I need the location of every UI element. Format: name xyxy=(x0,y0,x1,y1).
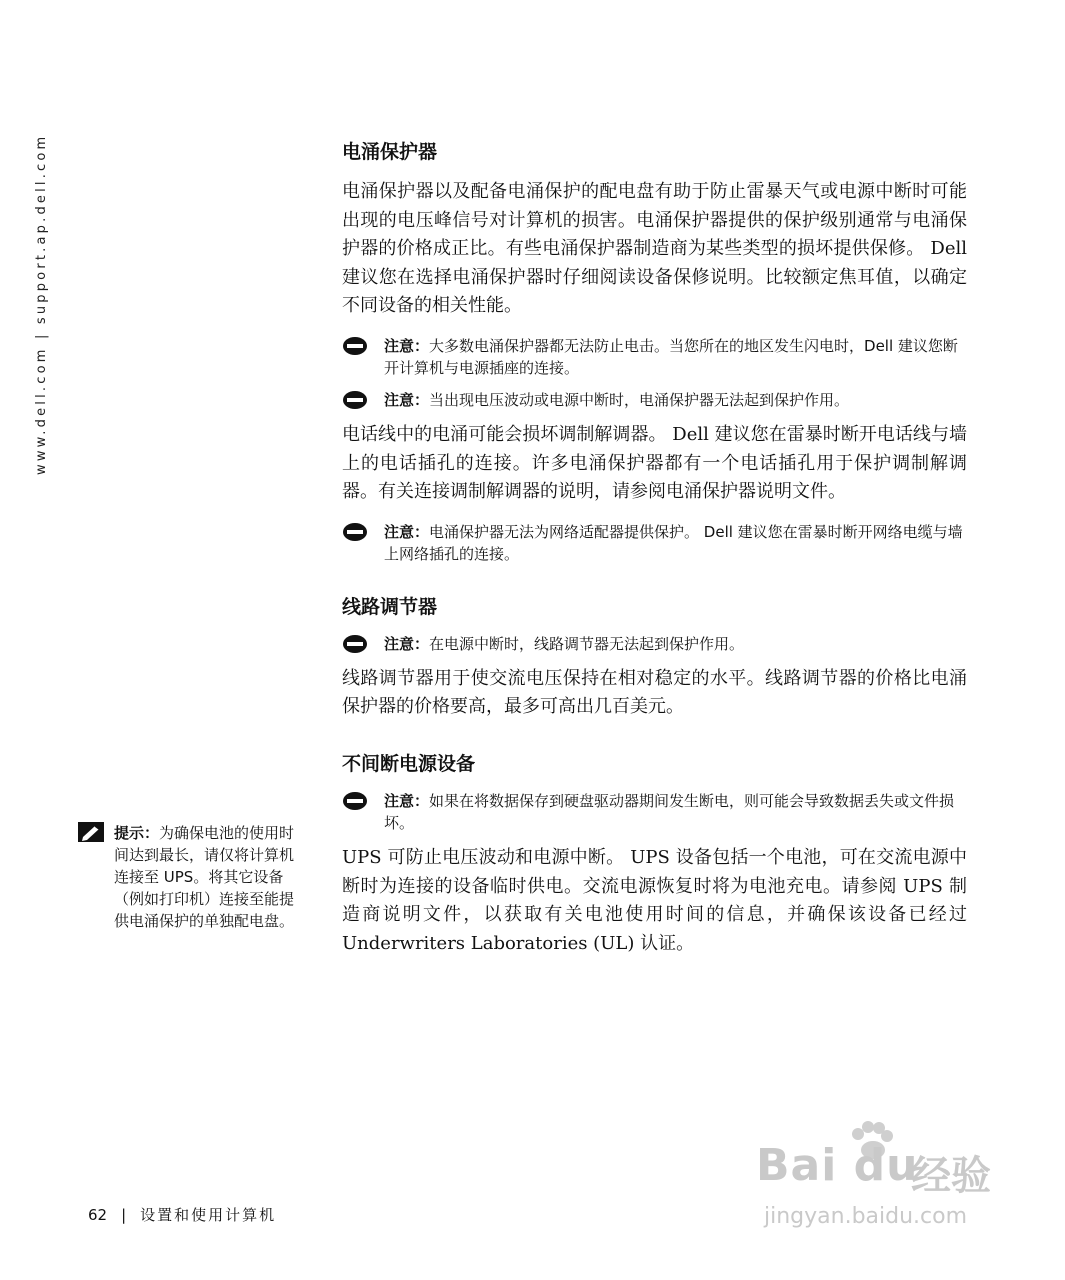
pencil-icon xyxy=(78,822,104,842)
surge-para2: 电话线中的电涌可能会损坏调制解调器。 Dell 建议您在雷暴时断开电话线与墙上的电话插孔的连接。许多电涌保护器都有一个电话插孔用于保护调制解调器。有关连接调制解调器的说明，请参阅电涌保护器说明文件。 xyxy=(342,423,967,503)
line-heading: 线路调节器 xyxy=(342,595,438,618)
notice-label: 注意： xyxy=(384,634,430,653)
notice-icon xyxy=(342,390,368,410)
watermark-brand: 经验 xyxy=(911,1153,991,1199)
page-number: 62 xyxy=(88,1206,108,1224)
surge-heading: 电涌保护器 xyxy=(342,141,438,163)
chapter-title: 设置和使用计算机 xyxy=(140,1206,277,1224)
notice-box xyxy=(342,521,967,565)
ups-para: UPS 可防止电压波动和电源中断。 UPS 设备包括一个电池，可在交流电源中断时为连接的设备临时供电。交流电源恢复时将为电池充电。请参阅 UPS 制造商说明文件，以获取有关电池使用时间的信息，并确保该设备已经过 Underwriters Laboratories (UL) 认证。 xyxy=(342,846,967,954)
notice-box xyxy=(342,633,967,655)
notice-text: 如果在将数据保存到硬盘驱动器期间发生断电，则可能会导致数据丢失或文件损坏。 xyxy=(384,791,955,832)
notice-label: 注意： xyxy=(384,522,430,541)
notice-box xyxy=(342,389,967,411)
tip-box xyxy=(78,822,296,932)
notice-label: 注意： xyxy=(384,336,430,355)
notice-icon xyxy=(342,634,368,654)
watermark-logo: Bai du xyxy=(756,1140,919,1191)
notice-label: 注意： xyxy=(384,791,430,810)
notice-text: 大多数电涌保护器都无法防止电击。当您所在的地区发生闪电时，Dell 建议您断开计算机与电源插座的连接。 xyxy=(384,336,958,377)
tip-text: 为确保电池的使用时间达到最长，请仅将计算机连接至 UPS。将其它设备（例如打印机）连接至能提供电涌保护的单独配电盘。 xyxy=(114,824,295,930)
notice-label: 注意： xyxy=(384,390,430,409)
watermark-url: jingyan.baidu.com xyxy=(764,1204,968,1229)
line-para: 线路调节器用于使交流电压保持在相对稳定的水平。线路调节器的价格比电涌保护器的价格要高，最多可高出几百美元。 xyxy=(342,667,967,718)
notice-box xyxy=(342,335,967,379)
ups-heading: 不间断电源设备 xyxy=(342,752,476,775)
tip-text-block xyxy=(114,822,296,932)
tip-label: 提示： xyxy=(114,824,160,842)
watermark xyxy=(756,1120,1006,1240)
page-footer xyxy=(88,1204,276,1225)
notice-box xyxy=(342,790,967,834)
notice-icon xyxy=(342,336,368,356)
notice-text: 电涌保护器无法为网络适配器提供保护。 Dell 建议您在雷暴时断开网络电缆与墙上网络插孔的连接。 xyxy=(384,522,963,563)
footer-separator: | xyxy=(121,1206,127,1224)
main-content xyxy=(342,138,967,972)
side-url: www.dell.com | support.ap.dell.com xyxy=(34,133,49,475)
notice-text: 在电源中断时，线路调节器无法起到保护作用。 xyxy=(429,634,745,653)
notice-icon xyxy=(342,791,368,811)
surge-para1: 电涌保护器以及配备电涌保护的配电盘有助于防止雷暴天气或电源中断时可能出现的电压峰信号对计算机的损害。电涌保护器提供的保护级别通常与电涌保护器的价格成正比。有些电涌保护器制造商为某些类型的损坏提供保修。 Dell 建议您在选择电涌保护器时仔细阅读设备保修说明。比较额定焦耳值，以确定不同设备的相关性能。 xyxy=(342,181,967,317)
notice-text: 当出现电压波动或电源中断时，电涌保护器无法起到保护作用。 xyxy=(429,390,850,409)
notice-icon xyxy=(342,522,368,542)
